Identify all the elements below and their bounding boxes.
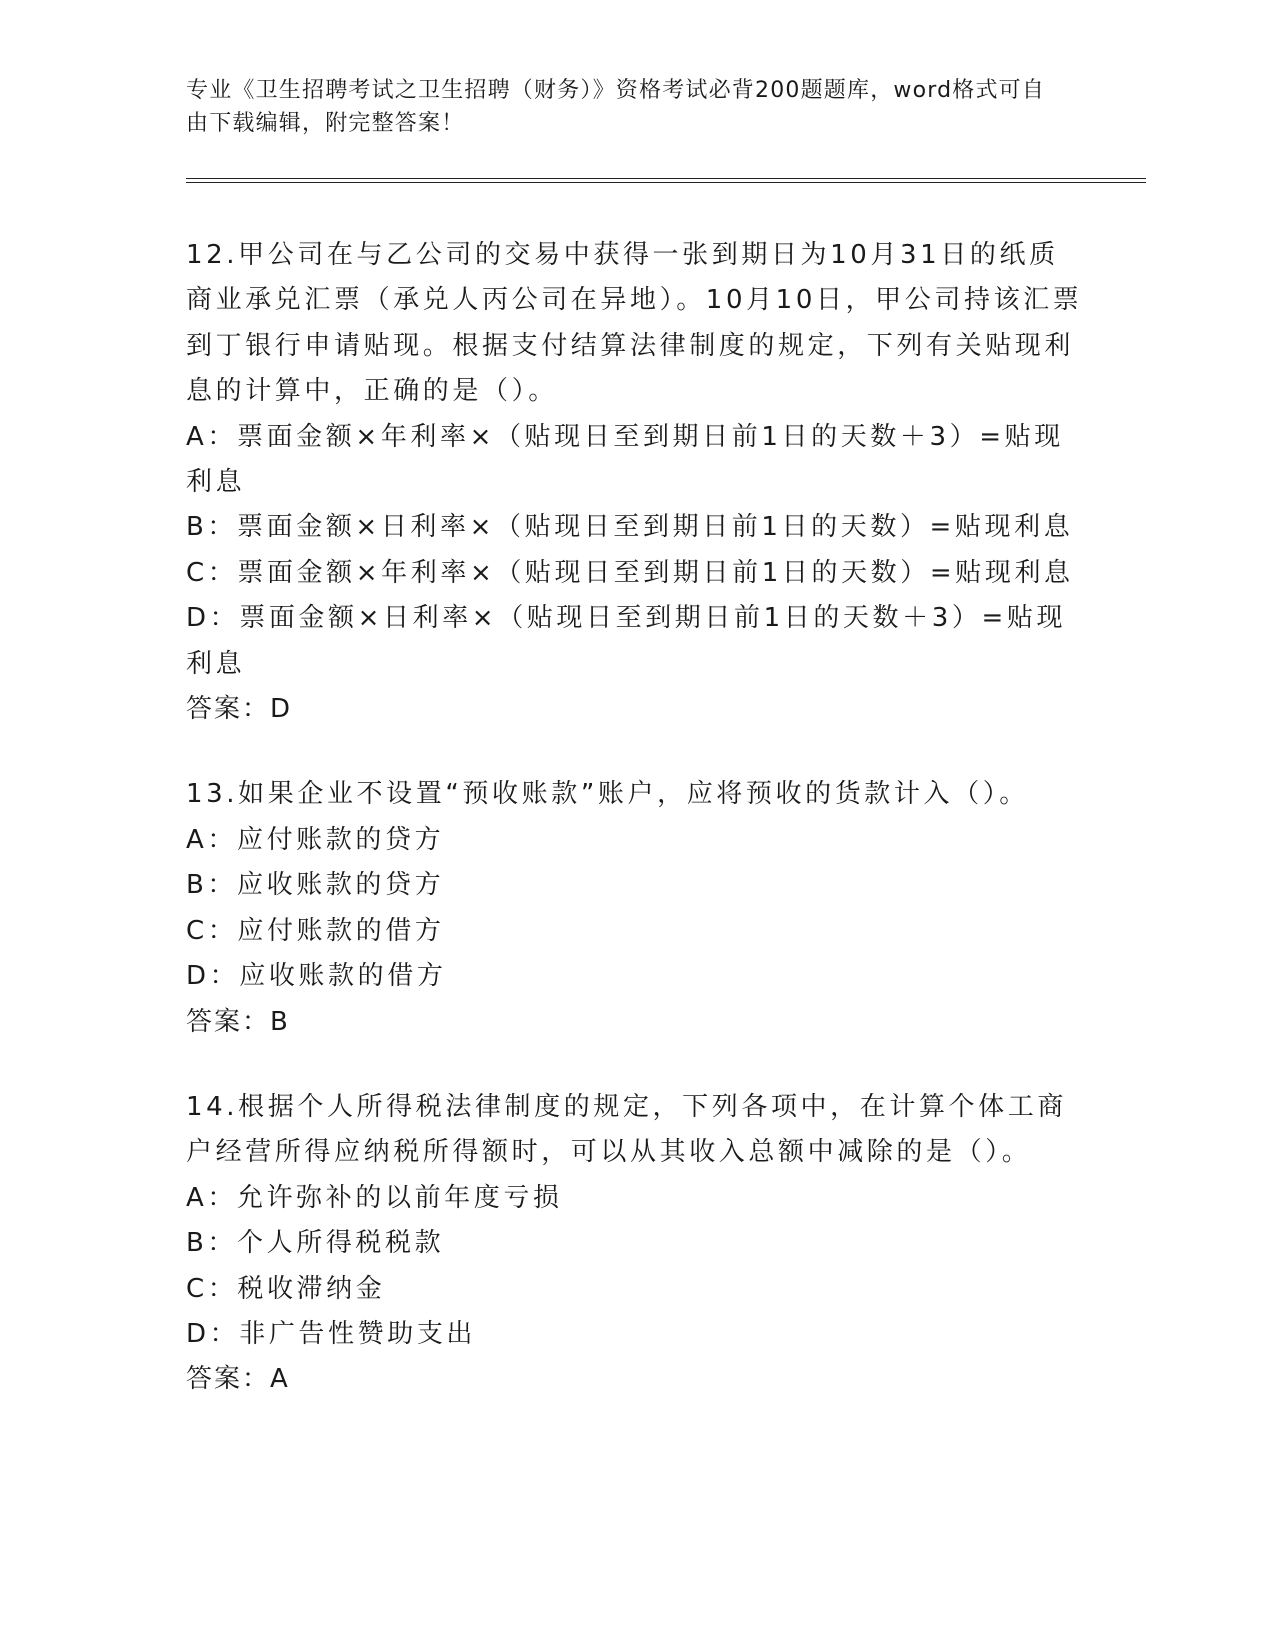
option-d: D：应收账款的借方 <box>186 961 447 992</box>
option-a: A：票面金额×年利率×（贴现日至到期日前1日的天数＋3）=贴现利息 <box>186 421 1064 498</box>
header-divider <box>186 178 1146 183</box>
question-14 <box>186 1085 1086 1403</box>
option-c: C：税收滞纳金 <box>186 1273 386 1304</box>
option-a: A：应付账款的贷方 <box>186 824 445 855</box>
option-c: C：票面金额×年利率×（贴现日至到期日前1日的天数）=贴现利息 <box>186 557 1074 588</box>
option-d: D：非广告性赞助支出 <box>186 1318 477 1349</box>
question-stem: 14.根据个人所得税法律制度的规定，下列各项中，在计算个体工商户经营所得应纳税所得额时，可以从其收入总额中减除的是（）。 <box>186 1091 1067 1168</box>
answer-label: 答案：B <box>186 1006 290 1037</box>
option-a: A：允许弥补的以前年度亏损 <box>186 1182 563 1213</box>
document-header: 专业《卫生招聘考试之卫生招聘（财务）》资格考试必背200题题库，word格式可自由下载编辑，附完整答案！ <box>186 78 1046 136</box>
option-b: B：个人所得税税款 <box>186 1228 445 1259</box>
question-12 <box>186 233 1086 732</box>
option-c: C：应付账款的借方 <box>186 915 445 946</box>
question-stem: 13.如果企业不设置“预收账款”账户，应将预收的货款计入（）。 <box>186 779 1029 810</box>
answer-label: 答案：D <box>186 694 293 725</box>
option-d: D：票面金额×日利率×（贴现日至到期日前1日的天数＋3）=贴现利息 <box>186 603 1067 679</box>
answer-label: 答案：A <box>186 1364 290 1395</box>
option-b: B：票面金额×日利率×（贴现日至到期日前1日的天数）=贴现利息 <box>186 512 1074 543</box>
question-13 <box>186 772 1086 1044</box>
question-stem: 12.甲公司在与乙公司的交易中获得一张到期日为10月31日的纸质商业承兑汇票（承兑人丙公司在异地）。10月10日，甲公司持该汇票到丁银行申请贴现。根据支付结算法律制度的规定，下列有关贴现利息的计算中，正确的是（）。 <box>186 240 1083 407</box>
option-b: B：应收账款的贷方 <box>186 870 445 901</box>
question-list <box>186 233 1086 1443</box>
